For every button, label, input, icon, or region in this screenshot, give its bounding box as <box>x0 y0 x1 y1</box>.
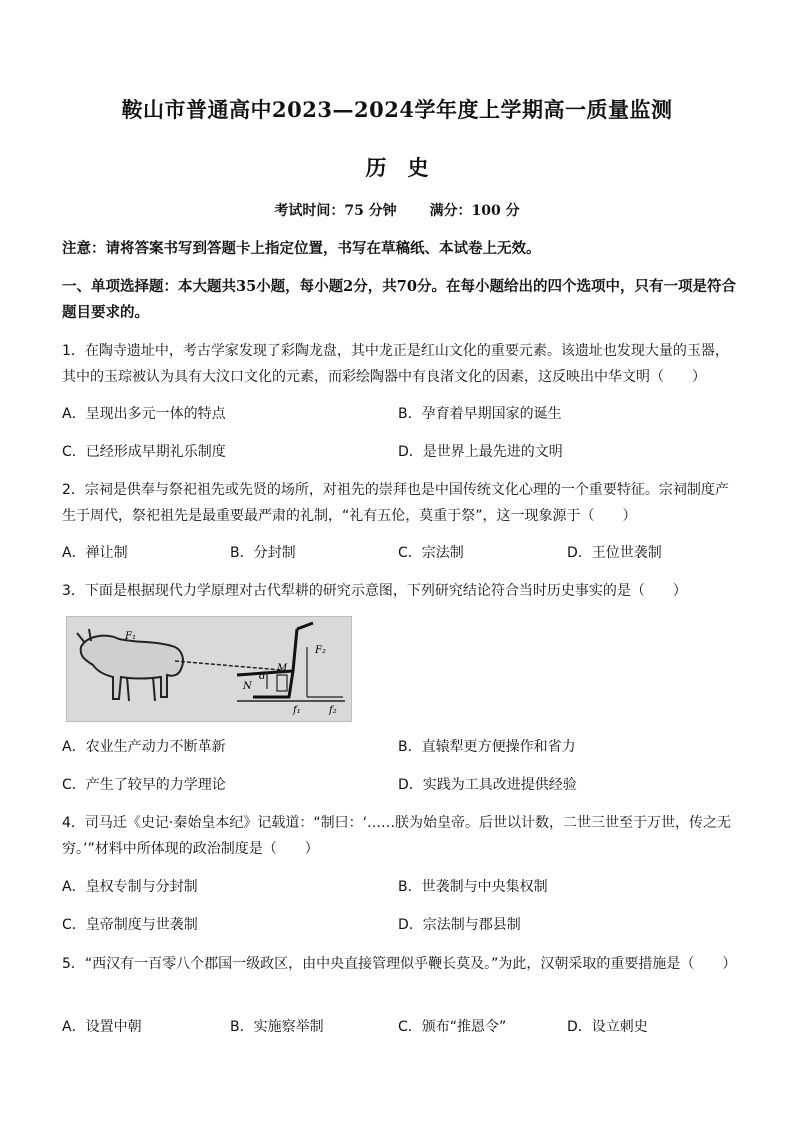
question-4-stem: 4．司马迁《史记·秦始皇本纪》记载道：“制曰：‘……朕为始皇帝。后世以计数，二世三世至于万世，传之无穷。’”材料中所体现的政治制度是（ ） <box>62 815 732 857</box>
question-2-option-c[interactable]: C．宗法制 <box>398 545 464 561</box>
subject-title: 历 史 <box>365 155 429 180</box>
question-5-option-c[interactable]: C．颁布“推恩令” <box>398 1019 507 1035</box>
question-1-option-c[interactable]: C．已经形成早期礼乐制度 <box>62 444 226 460</box>
question-3-stem: 3．下面是根据现代力学原理对古代犁耕的研究示意图，下列研究结论符合当时历史事实的是（ ） <box>62 583 687 599</box>
ox-body <box>81 636 183 699</box>
plough-share <box>277 675 287 691</box>
question-1-option-d[interactable]: D．是世界上最先进的文明 <box>398 444 563 460</box>
question-4-option-c[interactable]: C．皇帝制度与世袭制 <box>62 917 198 933</box>
question-4-option-d[interactable]: D．宗法制与郡县制 <box>398 917 521 933</box>
question-3-option-b[interactable]: B．直辕犁更方便操作和省力 <box>398 739 576 755</box>
question-2-stem: 2．宗祠是供奉与祭祀祖先或先贤的场所，对祖先的崇拜也是中国传统文化心理的一个重要特征。宗祠制度产生于周代，祭祀祖先是最重要最严肃的礼制，“礼有五伦，莫重于祭”，这一现象源于（ ） <box>62 482 729 524</box>
ox-legs <box>127 677 155 701</box>
label-n: N <box>243 681 252 692</box>
question-2-option-b[interactable]: B．分封制 <box>230 545 296 561</box>
question-5-option-b[interactable]: B．实施察举制 <box>230 1019 324 1035</box>
question-5-option-a[interactable]: A．设置中朝 <box>62 1019 142 1035</box>
label-m: M <box>277 663 288 674</box>
question-5-option-d[interactable]: D．设立刺史 <box>567 1019 648 1035</box>
exam-time: 考试时间：75 分钟 <box>274 203 397 219</box>
question-5-stem: 5．“西汉有一百零八个郡国一级政区，由中央直接管理似乎鞭长莫及。”为此，汉朝采取的重要措施是（ ） <box>62 956 737 972</box>
plough-force-diagram <box>66 616 352 722</box>
label-f2-ground: f₂ <box>329 705 337 716</box>
section-heading: 一、单项选择题：本大题共35小题，每小题2分，共70分。在每小题给出的四个选项中，只有一项是符合题目要求的。 <box>62 278 736 321</box>
question-3-option-a[interactable]: A．农业生产动力不断革新 <box>62 739 226 755</box>
question-3-option-d[interactable]: D．实践为工具改进提供经验 <box>398 777 577 793</box>
question-1-stem: 1．在陶寺遗址中，考古学家发现了彩陶龙盘，其中龙正是红山文化的重要元素。该遗址也发现大量的玉器，其中的玉琮被认为具有大汶口文化的元素，而彩绘陶器中有良渚文化的因素，这反映出中华文明（ ） <box>62 343 729 385</box>
exam-title: 鞍山市普通高中2023—2024学年度上学期高一质量监测 <box>121 97 673 122</box>
label-f1: F₁ <box>125 631 136 642</box>
question-1-option-b[interactable]: B．孕育着早期国家的诞生 <box>398 406 562 422</box>
question-2-option-a[interactable]: A．禅让制 <box>62 545 128 561</box>
label-f2: F₂ <box>315 645 326 656</box>
label-f1-ground: f₁ <box>293 705 301 716</box>
plough-diagram-svg <box>67 617 351 721</box>
plough-handle <box>297 623 313 629</box>
label-d: d <box>259 671 266 682</box>
question-1-option-a[interactable]: A．呈现出多元一体的特点 <box>62 406 226 422</box>
question-2-option-d[interactable]: D．王位世袭制 <box>567 545 662 561</box>
exam-score: 满分：100 分 <box>429 203 520 219</box>
notice-text: 注意：请将答案书写到答题卡上指定位置，书写在草稿纸、本试卷上无效。 <box>62 240 541 257</box>
question-4-option-b[interactable]: B．世袭制与中央集权制 <box>398 879 548 895</box>
exam-meta <box>0 200 794 220</box>
traction-line <box>175 661 293 671</box>
question-3-option-c[interactable]: C．产生了较早的力学理论 <box>62 777 226 793</box>
question-4-option-a[interactable]: A．皇权专制与分封制 <box>62 879 198 895</box>
